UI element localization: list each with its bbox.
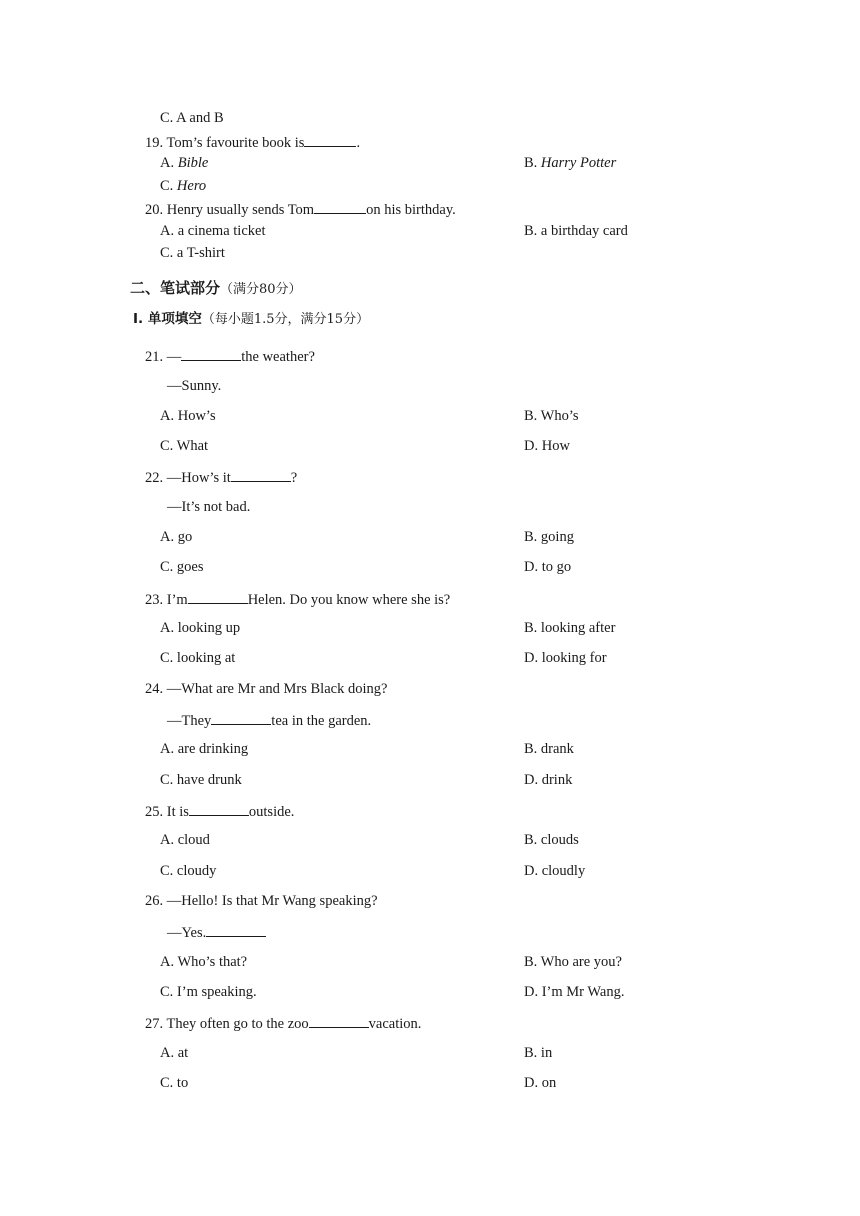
q22-blank xyxy=(231,467,291,482)
q19-a-text: Bible xyxy=(177,155,209,171)
q25-stem xyxy=(145,801,294,821)
q24-stem: 24. —What are Mr and Mrs Black doing? xyxy=(145,681,388,697)
q22-stem-pre: 22. —How’s it xyxy=(145,470,231,486)
q27-stem-pre: 27. They often go to the zoo xyxy=(145,1016,309,1032)
q20-stem-pre: 20. Henry usually sends Tom xyxy=(145,202,315,218)
q21-blank xyxy=(181,346,241,361)
q22-reply: —It’s not bad. xyxy=(167,499,251,515)
q19-c-prefix: C. xyxy=(160,178,177,194)
q19-stem-pre: Tom’s favourite book is xyxy=(166,135,305,151)
q27-stem xyxy=(145,1013,421,1033)
section-2-note: （满分80分） xyxy=(220,282,302,297)
q21-option-c: C. What xyxy=(160,438,209,454)
q26-reply-pre: —Yes. xyxy=(167,925,207,941)
q21-stem-post: the weather? xyxy=(241,349,315,365)
q20-option-c: C. a T-shirt xyxy=(160,245,225,261)
section-2-heading xyxy=(130,279,302,299)
q26-reply xyxy=(167,922,266,942)
q24-option-d: D. drink xyxy=(524,772,573,788)
q24-reply-pre: —They xyxy=(167,713,212,729)
q25-blank xyxy=(189,801,249,816)
q27-option-a: A. at xyxy=(160,1045,189,1061)
q19-option-a xyxy=(160,154,208,172)
q27-stem-post: vacation. xyxy=(368,1016,422,1032)
q22-option-a: A. go xyxy=(160,529,193,545)
q21-stem-pre: 21. — xyxy=(145,349,182,365)
q24-reply-post: tea in the garden. xyxy=(271,713,372,729)
q19-a-prefix: A. xyxy=(160,155,178,171)
q21-option-b: B. Who’s xyxy=(524,408,579,424)
q24-option-b: B. drank xyxy=(524,741,574,757)
q25-stem-pre: 25. It is xyxy=(145,804,189,820)
q27-option-d: D. on xyxy=(524,1075,557,1091)
q19-stem-post: . xyxy=(356,135,361,151)
q26-option-b: B. Who are you? xyxy=(524,954,622,970)
q27-blank xyxy=(309,1013,369,1028)
q25-option-d: D. cloudly xyxy=(524,863,586,879)
q19-stem xyxy=(145,132,360,152)
q22-option-c: C. goes xyxy=(160,559,204,575)
q26-option-c: C. I’m speaking. xyxy=(160,984,257,1000)
q23-option-c: C. looking at xyxy=(160,650,236,666)
q21-reply: —Sunny. xyxy=(167,378,222,394)
section-2-title: 二、笔试部分 xyxy=(130,279,221,297)
q23-stem-pre: 23. I’m xyxy=(145,592,188,608)
q22-stem xyxy=(145,467,297,487)
q23-stem-post: Helen. Do you know where she is? xyxy=(247,592,451,608)
q25-option-b: B. clouds xyxy=(524,832,579,848)
q20-option-b: B. a birthday card xyxy=(524,223,628,239)
q19-c-text: Hero xyxy=(176,178,207,194)
q25-option-a: A. cloud xyxy=(160,832,210,848)
q25-option-c: C. cloudy xyxy=(160,863,217,879)
q21-option-d: D. How xyxy=(524,438,570,454)
part-1-title: Ⅰ. 单项填空 xyxy=(133,311,202,327)
q25-stem-post: outside. xyxy=(248,804,295,820)
part-1-note: （每小题1.5分，满分15分） xyxy=(201,312,370,327)
q21-stem xyxy=(145,346,315,366)
q22-option-d: D. to go xyxy=(524,559,572,575)
q20-option-a: A. a cinema ticket xyxy=(160,223,266,239)
q19-blank xyxy=(304,132,356,147)
q24-reply xyxy=(167,710,371,730)
q26-option-a: A. Who’s that? xyxy=(160,954,248,970)
q22-stem-post: ? xyxy=(290,470,298,486)
q23-option-d: D. looking for xyxy=(524,650,607,666)
q27-option-b: B. in xyxy=(524,1045,553,1061)
q22-option-b: B. going xyxy=(524,529,574,545)
q24-blank xyxy=(211,710,271,725)
q26-blank xyxy=(206,922,266,937)
q26-stem: 26. —Hello! Is that Mr Wang speaking? xyxy=(145,893,378,909)
q20-blank xyxy=(314,199,366,214)
q19-b-prefix: B. xyxy=(524,155,541,171)
q26-option-d: D. I’m Mr Wang. xyxy=(524,984,625,1000)
q19-b-text: Harry Potter xyxy=(540,155,617,171)
q19-option-b xyxy=(524,154,616,172)
q20-stem xyxy=(145,199,456,219)
part-1-heading xyxy=(133,310,369,329)
q23-stem xyxy=(145,589,450,609)
q23-option-b: B. looking after xyxy=(524,620,616,636)
q24-option-c: C. have drunk xyxy=(160,772,242,788)
q19-option-c xyxy=(160,177,206,195)
q23-blank xyxy=(188,589,248,604)
q18-option-c: C. A and B xyxy=(160,110,224,126)
q20-stem-post: on his birthday. xyxy=(366,202,456,218)
q27-option-c: C. to xyxy=(160,1075,189,1091)
q21-option-a: A. How’s xyxy=(160,408,216,424)
q19-number: 19. xyxy=(145,135,167,151)
q23-option-a: A. looking up xyxy=(160,620,241,636)
q24-option-a: A. are drinking xyxy=(160,741,249,757)
